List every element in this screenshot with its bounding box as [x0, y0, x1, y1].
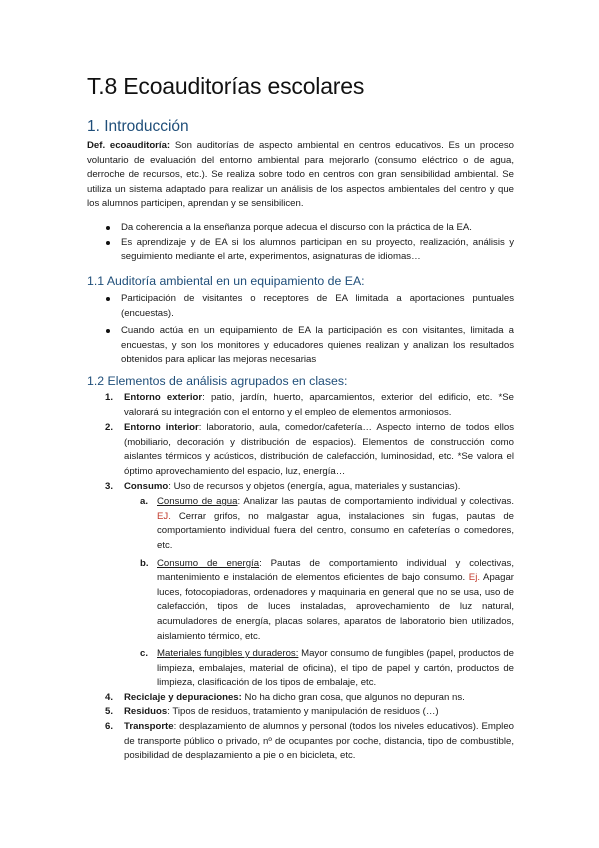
list-item	[87, 480, 514, 691]
item-text: : laboratorio, aula, comedor/cafetería… Aspecto interno de todos ellos (mobiliario, decoración y distribución de espacios). Elementos de construcción como aislantes térmicos y acústicos, distribución de calefacción, luminosidad, etc. *Se valora el óptimo aprovechamiento del espacio, luz, energía…	[124, 422, 515, 477]
item-text: : Analizar las pautas de comportamiento individual y colectivas.	[237, 496, 515, 508]
list-item	[124, 495, 514, 553]
item-label: Consumo de energía	[157, 557, 260, 569]
item-label: Consumo	[124, 480, 169, 492]
item-text: No ha dicho gran cosa, que algunos no depuran ns.	[241, 691, 465, 703]
list-item	[87, 421, 514, 479]
item-label: Entorno interior	[124, 422, 199, 434]
list-item	[87, 391, 514, 420]
list-item	[87, 691, 514, 706]
subsection-heading-text: 1.2 Elementos de análisis agrupados en clases:	[87, 374, 348, 388]
item-text: : desplazamiento de alumnos y personal (todos los niveles educativos). Empleo de transporte público o privado, nº de ocupantes por coche, distancia, tipo de combustible, posibilidad de desplazamiento a pie o en bicicleta, etc.	[124, 721, 514, 762]
subsection-heading-text: 1.1 Auditoría ambiental en un equipamiento de EA:	[87, 274, 365, 288]
definition-text: Son auditorías de aspecto ambiental en centros educativos. Es un proceso voluntario de evaluación del entorno ambiental para mejorarlo (consumo eléctrico o de agua, derroche de recursos, etc.). Se realiza sobre todo en centros con gran sensibilidad ambiental. Se utiliza un sistema adaptado para realizar un análisis de los aspectos ambientales del centro y que los alumnos participen, aprendan y se sensibilicen.	[87, 140, 514, 210]
list-item	[124, 557, 514, 645]
list-letter: b.	[140, 557, 149, 569]
item-label: Residuos	[124, 706, 168, 718]
list-item: Es aprendizaje y de EA si los alumnos participan en su proyecto, realización, análisis y seguimiento mediante el arte, experimentos, asignaturas de idiomas…	[87, 236, 514, 265]
subsection-heading-elementos	[87, 374, 514, 388]
list-number: 5.	[105, 706, 114, 718]
list-item: Da coherencia a la enseñanza porque adecua el discurso con la práctica de la EA.	[87, 221, 514, 236]
list-number: 3.	[105, 480, 114, 492]
page-title: T.8 Ecoauditorías escolares	[87, 73, 365, 99]
item-label: Consumo de agua	[157, 496, 238, 508]
intro-bullet-list	[87, 221, 514, 265]
list-item: Cuando actúa en un equipamiento de EA la participación es con visitantes, limitada a encuestas, y son los monitores y educadores quienes realizan y analizan los resultados obtenidos para aplicar las mejoras necesarias	[87, 324, 514, 368]
item-label: Materiales fungibles y duraderos:	[157, 648, 299, 660]
item-text: : Pautas de comportamiento individual y colectivas, mantenimiento e instalación de elementos eficientes de bajo consumo.	[157, 557, 514, 584]
list-letter: a.	[140, 496, 149, 508]
item-label: Reciclaje y depuraciones:	[124, 691, 242, 703]
list-number: 2.	[105, 422, 114, 434]
example-marker: Ej.	[468, 572, 480, 584]
section-heading-introduccion: 1. Introducción	[87, 118, 189, 135]
item-label: Transporte	[124, 721, 174, 733]
elementos-numbered-list	[87, 391, 514, 764]
item-text: : Uso de recursos y objetos (energía, agua, materiales y sustancias).	[168, 480, 461, 492]
definition-label: Def. ecoauditoría:	[87, 140, 171, 151]
item-text: Cerrar grifos, no malgastar agua, instalaciones sin fugas, pautas de comportamiento individual fuera del centro, consumo en cafeterías o comedores, etc.	[157, 510, 514, 551]
example-marker: EJ.	[157, 510, 171, 522]
item-label: Entorno exterior	[124, 392, 203, 403]
definition-paragraph	[87, 139, 514, 212]
list-letter: c.	[140, 648, 149, 660]
subsection-heading-auditoria	[87, 274, 514, 288]
consumo-sublist	[124, 495, 514, 691]
item-text: Mayor consumo de fungibles (papel, productos de limpieza, embalajes, material de oficina), el tipo de papel y cartón, productos de limpieza, clasificación de los tipos de embalaje, etc.	[157, 648, 514, 689]
list-item	[87, 705, 514, 720]
auditoria-bullet-list	[87, 292, 514, 368]
list-item	[87, 720, 514, 764]
list-number: 4.	[105, 691, 114, 703]
item-text: : Tipos de residuos, tratamiento y manipulación de residuos (…)	[167, 706, 439, 718]
item-text: : patio, jardín, huerto, aparcamientos, exterior del edificio, etc. *Se valorará su integración con el entorno y el empleo de elementos armoniosos.	[124, 392, 514, 418]
list-item: Participación de visitantes o receptores de EA limitada a aportaciones puntuales (encuestas).	[87, 292, 514, 321]
list-item	[124, 647, 514, 691]
item-text: Apagar luces, fotocopiadoras, ordenadores y maquinaria en general que no se usa, uso de calefacción, tipos de luces instaladas, aprovechamiento de luz natural, acumuladores de energía, placas solares, aparatos de laboratorio bien utilizados, aislamiento térmico, etc.	[157, 572, 514, 642]
list-number: 6.	[105, 721, 114, 733]
list-number: 1.	[105, 392, 114, 403]
